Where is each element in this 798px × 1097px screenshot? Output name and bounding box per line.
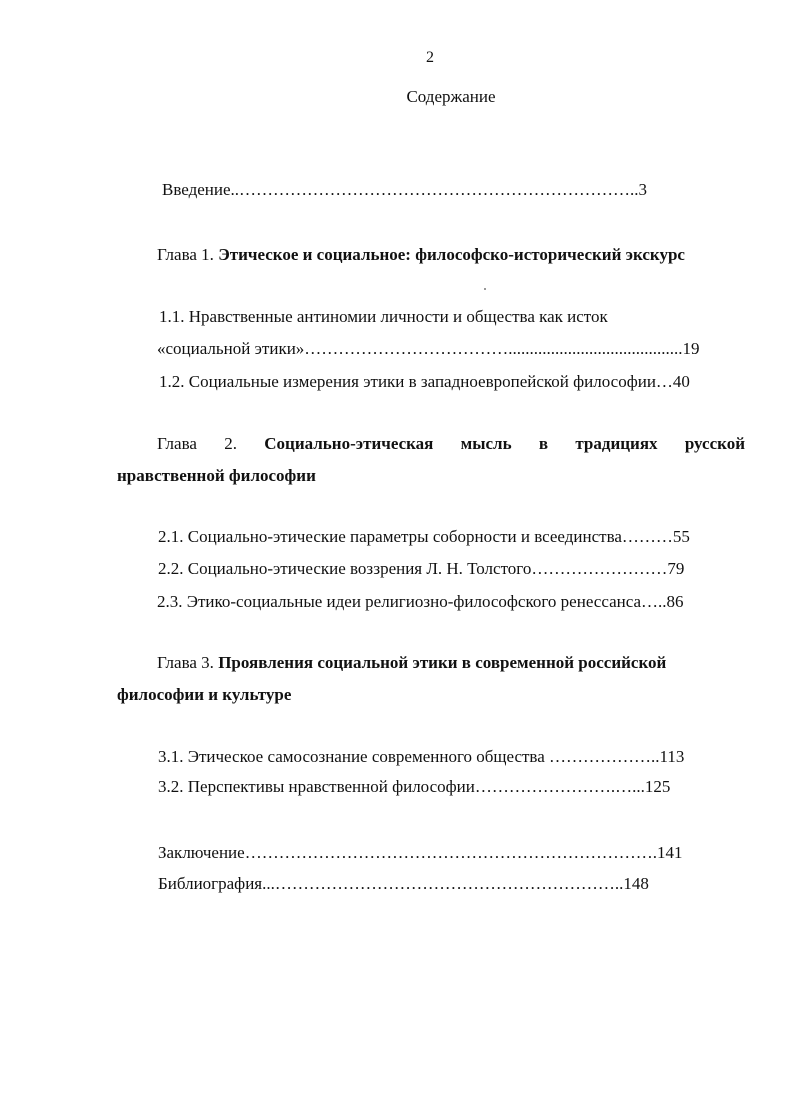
chapter-3-prefix: Глава 3. [157, 653, 219, 672]
chapter-2-word: мысль [460, 434, 512, 453]
toc-entry-1-1-line1: 1.1. Нравственные антиномии личности и общества как исток [159, 307, 608, 326]
toc-title: Содержание [406, 87, 496, 106]
chapter-1-prefix: Глава 1. [157, 245, 219, 264]
toc-entry-bibliography: Библиография...……………………………………………………..148 [158, 874, 649, 893]
toc-entry-introduction: Введение..……………………………………………………………..3 [162, 180, 648, 199]
chapter-2-heading-line2: нравственной философии [117, 466, 316, 485]
page-number: 2 [426, 49, 434, 66]
chapter-2-word: Глава [157, 434, 197, 453]
toc-entry-conclusion: Заключение……………………………………………………………….141 [158, 843, 683, 862]
chapter-3-heading-line2: философии и культуре [117, 685, 292, 704]
chapter-2-word: традициях [575, 434, 658, 453]
chapter-3-title-part1: Проявления социальной этики в современной российской [218, 653, 667, 672]
chapter-1-title: Этическое и социальное: философско-исторический экскурс [218, 245, 685, 264]
toc-entry-3-2: 3.2. Перспективы нравственной философии…………………….…...125 [158, 777, 671, 796]
chapter-2-word: 2. [224, 434, 237, 453]
toc-entry-2-2: 2.2. Социально-этические воззрения Л. Н. Толстого……………………79 [158, 559, 685, 578]
chapter-2-heading-line1 [157, 433, 745, 455]
scan-speck [484, 288, 486, 290]
toc-entry-2-3: 2.3. Этико-социальные идеи религиозно-философского ренессанса…..86 [157, 592, 684, 611]
chapter-2-word: Социально-этическая [264, 434, 434, 453]
toc-entry-1-2: 1.2. Социальные измерения этики в западноевропейской философии…40 [159, 372, 690, 391]
chapter-1-heading [157, 244, 685, 266]
toc-entry-1-1-line2: «социальной этики»……………………………….........................................19 [157, 339, 700, 358]
toc-entry-3-1: 3.1. Этическое самосознание современного общества ………………..113 [158, 747, 685, 766]
chapter-2-word: в [538, 434, 549, 453]
chapter-3-heading-line1 [157, 652, 666, 674]
chapter-2-word: русской [684, 434, 745, 453]
toc-entry-2-1: 2.1. Социально-этические параметры соборности и всеединства………55 [158, 527, 690, 546]
